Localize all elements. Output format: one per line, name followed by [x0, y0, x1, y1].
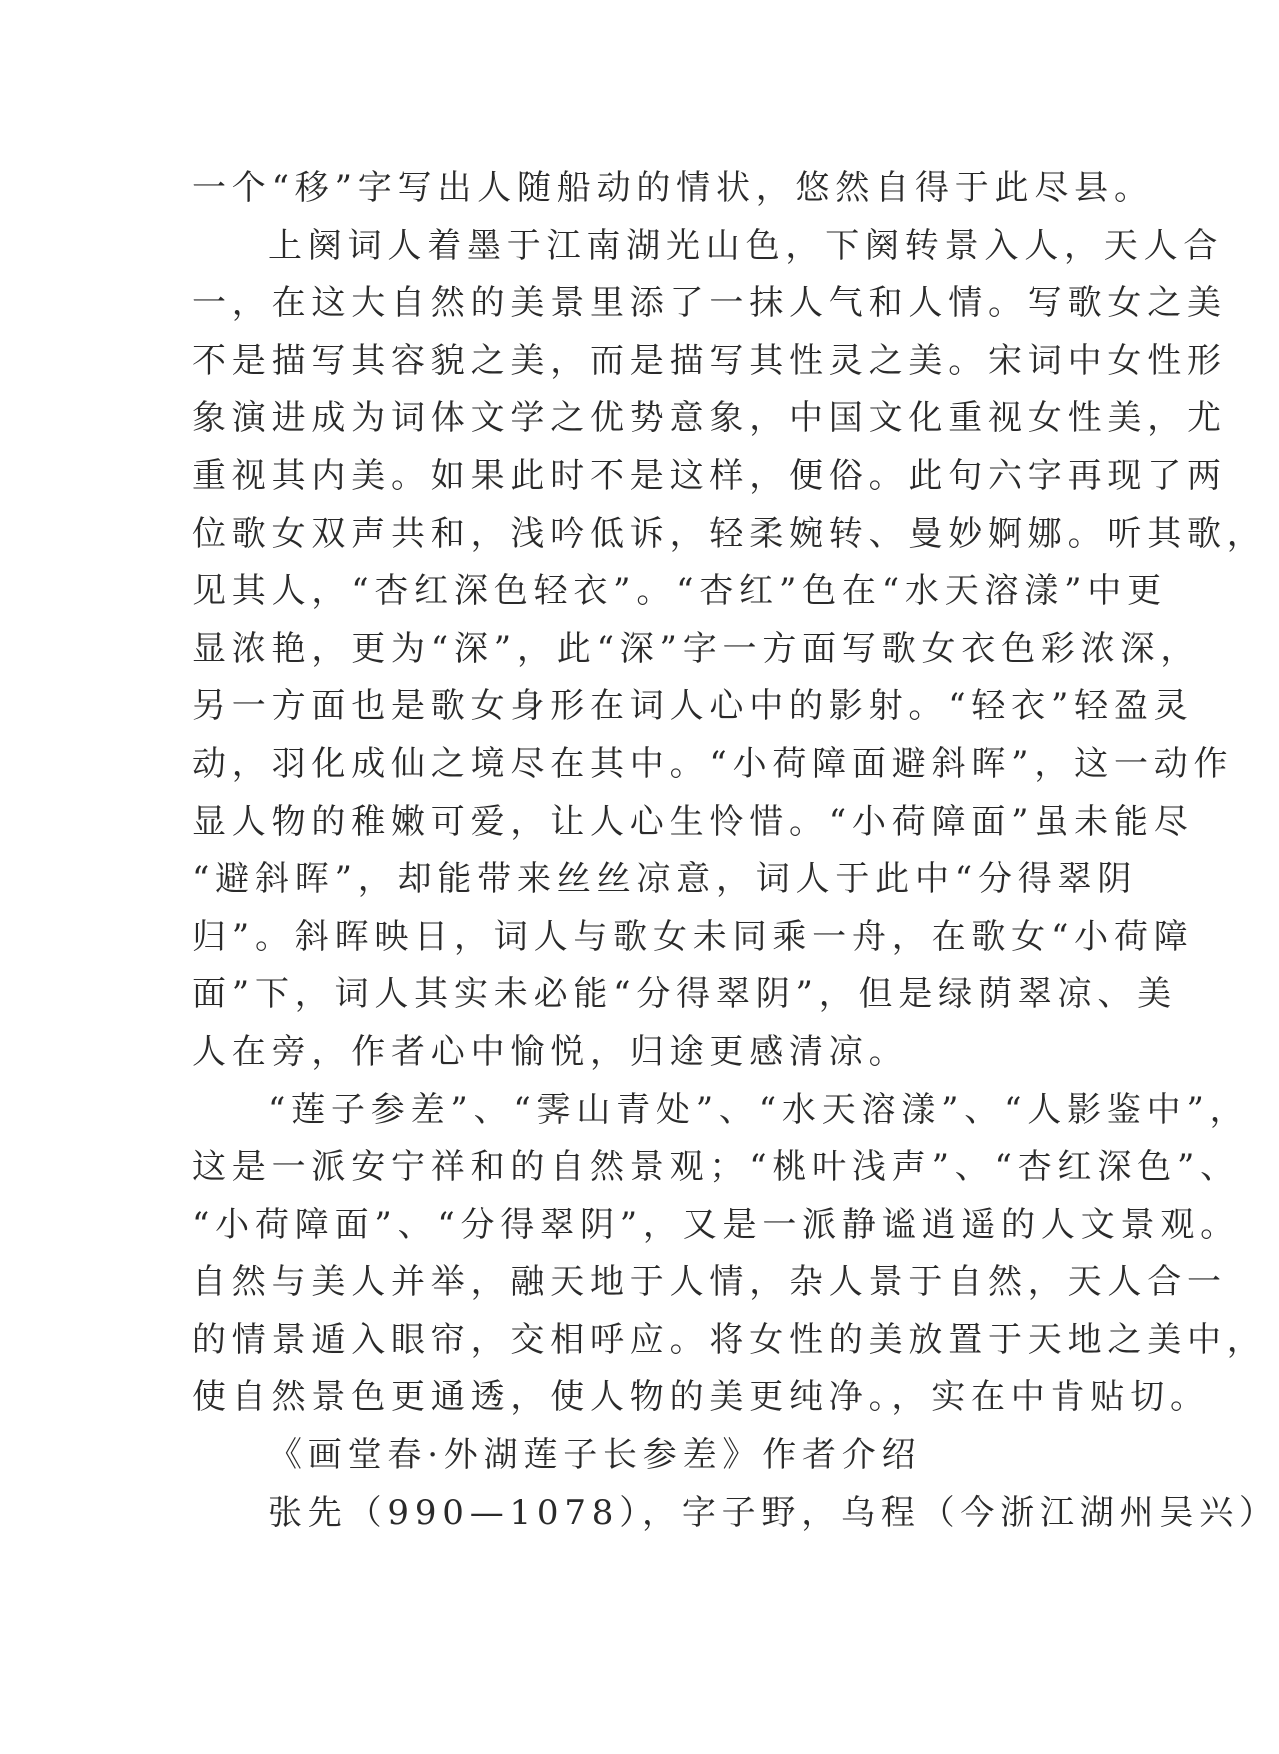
- text-line: 位歌女双声共和，浅吟低诉，轻柔婉转、曼妙婀娜。听其歌，: [192, 513, 1267, 554]
- text-line: 见其人，“杏红深色轻衣”。“杏红”色在“水天溶漾”中更: [192, 571, 1167, 612]
- text-line: 这是一派安宁祥和的自然景观；“桃叶浅声”、“杏红深色”、: [192, 1147, 1240, 1188]
- text-line: 的情景遁入眼帘，交相呼应。将女性的美放置于天地之美中，: [192, 1319, 1267, 1360]
- text-line: 使自然景色更通透，使人物的美更纯净。，实在中肯贴切。: [192, 1377, 1210, 1418]
- text-line: 不是描写其容貌之美，而是描写其性灵之美。宋词中女性形: [192, 340, 1227, 381]
- text-line: 显人物的稚嫩可爱，让人心生怜惜。“小荷障面”虽未能尽: [192, 801, 1194, 842]
- text-line: 归”。斜晖映日，词人与歌女未同乘一舟，在歌女“小荷障: [192, 916, 1194, 957]
- text-line: 人在旁，作者心中愉悦，归途更感清凉。: [192, 1031, 909, 1072]
- text-line: 象演进成为词体文学之优势意象，中国文化重视女性美，尤: [192, 398, 1227, 439]
- text-line: 显浓艳，更为“深”，此“深”字一方面写歌女衣色彩浓深，: [192, 628, 1201, 669]
- section-heading: 《画堂春·外湖莲子长参差》作者介绍: [268, 1435, 922, 1476]
- text-line: “莲子参差”、“霁山青处”、“水天溶漾”、“人影鉴中”，: [268, 1089, 1250, 1130]
- text-line: “小荷障面”、“分得翠阴”，又是一派静谧逍遥的人文景观。: [192, 1204, 1240, 1245]
- text-line: 重视其内美。如果此时不是这样，便俗。此句六字再现了两: [192, 455, 1227, 496]
- article-body: [192, 160, 1279, 1542]
- text-line: 一个“移”字写出人随船动的情状，悠然自得于此尽县。: [192, 168, 1154, 208]
- text-line: 上阕词人着墨于江南湖光山色，下阕转景入人，天人合: [268, 225, 1224, 266]
- text-line: 一，在这大自然的美景里添了一抹人气和人情。写歌女之美: [192, 283, 1227, 324]
- text-line: 自然与美人并举，融天地于人情，杂人景于自然，天人合一: [192, 1262, 1227, 1303]
- text-line: 张先（990—1078），字子野，乌程（今浙江湖州吴兴）: [268, 1492, 1279, 1533]
- text-line: 另一方面也是歌女身形在词人心中的影射。“轻衣”轻盈灵: [192, 686, 1194, 727]
- text-line: “避斜晖”，却能带来丝丝凉意，词人于此中“分得翠阴: [192, 859, 1138, 900]
- text-line: 动，羽化成仙之境尽在其中。“小荷障面避斜晖”，这一动作: [192, 743, 1234, 784]
- text-line: 面”下，词人其实未必能“分得翠阴”，但是绿荫翠凉、美: [192, 974, 1177, 1015]
